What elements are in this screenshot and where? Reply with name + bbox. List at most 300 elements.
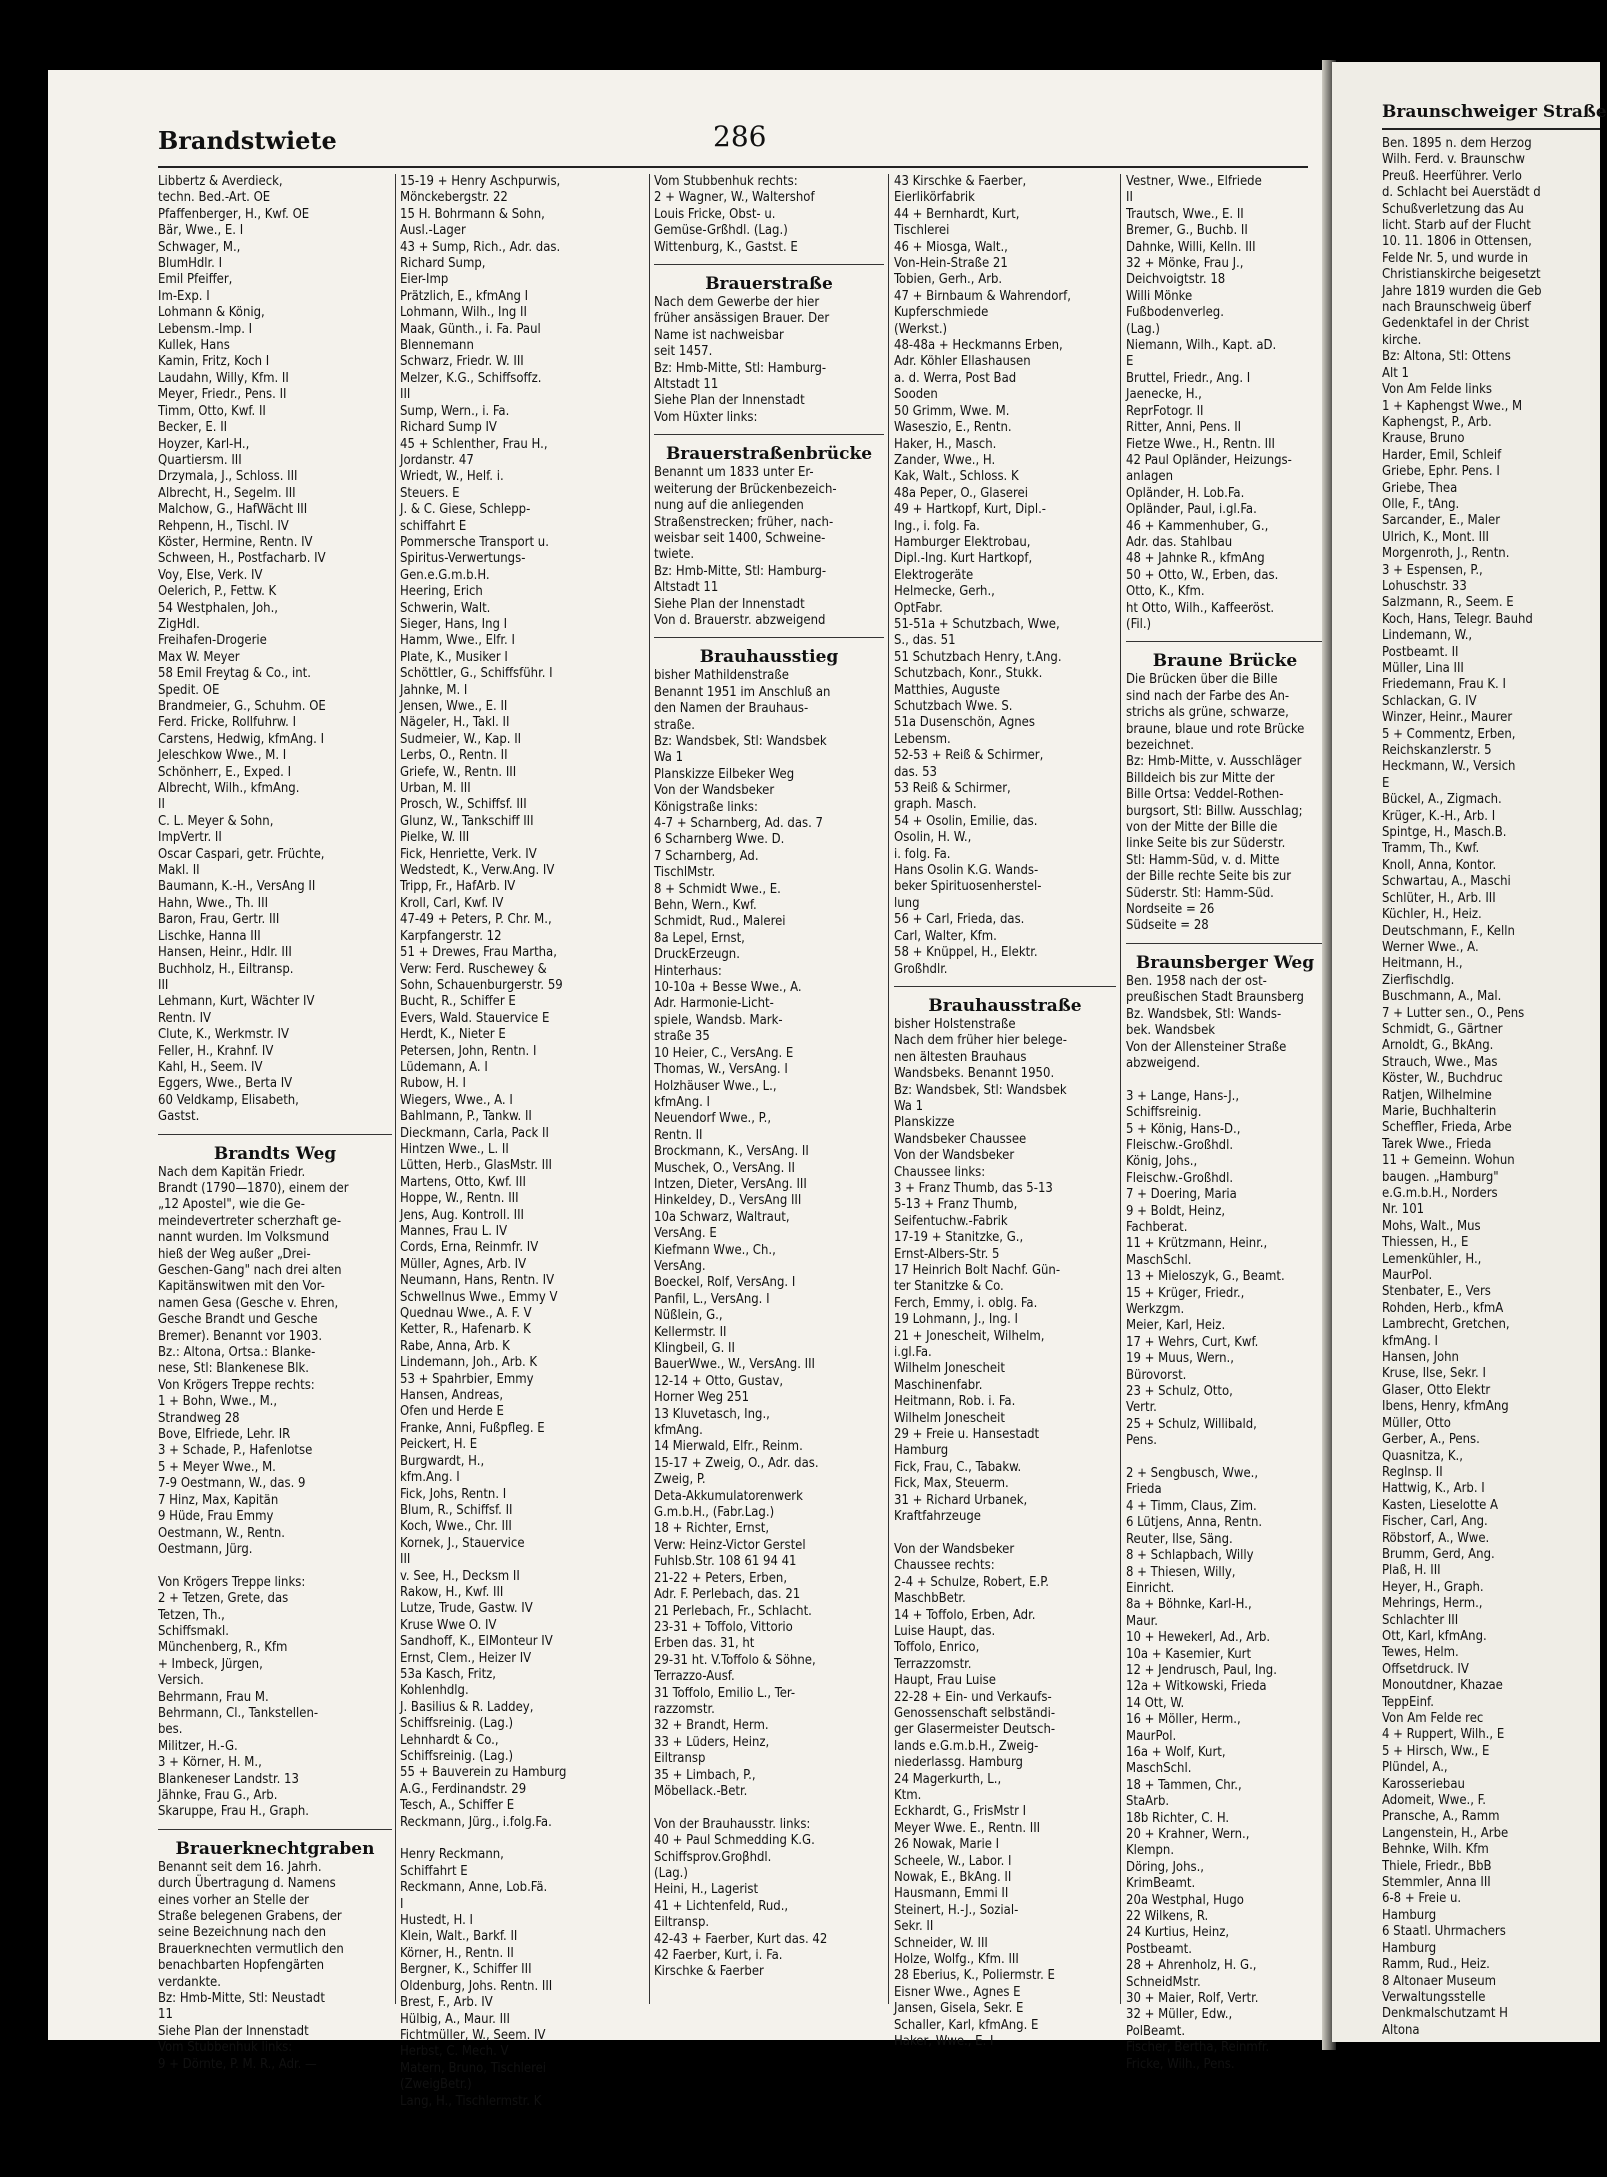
directory-entry: S., das. 51 <box>894 633 956 649</box>
directory-entry: Eierlikörfabrik <box>894 190 975 206</box>
directory-entry: Wedstedt, K., Verw.Ang. IV <box>400 863 555 879</box>
directory-entry: Herdt, K., Nieter E <box>400 1027 506 1043</box>
directory-entry: Spiritus-Verwertungs- <box>400 551 526 567</box>
directory-entry: Wittenburg, K., Gastst. E <box>654 239 798 255</box>
directory-entry: Schutzbach, Konr., Stukk. <box>894 666 1043 682</box>
directory-entry: Fuhlsb.Str. 108 61 94 41 <box>654 1554 797 1570</box>
directory-entry: Behrmann, Frau M. <box>158 1689 269 1705</box>
directory-entry: KrimBeamt. <box>1126 1876 1196 1892</box>
directory-entry: Stenbater, E., Vers <box>1382 1284 1491 1300</box>
directory-entry: Tewes, Helm. <box>1382 1645 1459 1661</box>
directory-entry: 15-19 + Henry Aschpurwis, <box>400 174 561 189</box>
directory-entry: 24 Kurtius, Heinz, <box>1126 1925 1230 1941</box>
directory-entry: 9 + Boldt, Heinz, <box>1126 1203 1226 1219</box>
directory-entry: Reuter, Ilse, Säng. <box>1126 1531 1233 1547</box>
directory-entry: Bove, Elfriede, Lehr. IR <box>158 1427 291 1443</box>
directory-entry: ReprFotogr. II <box>1126 403 1204 419</box>
directory-entry: Adr. F. Perlebach, das. 21 <box>654 1587 801 1603</box>
directory-entry: Eiltransp. <box>654 1915 710 1931</box>
directory-entry: Arnoldt, G., BkAng. <box>1382 1038 1494 1054</box>
directory-entry: Scheele, W., Labor. I <box>894 1853 1012 1869</box>
directory-entry: 8a + Böhnke, Karl-H., <box>1126 1597 1252 1613</box>
directory-entry: Hülbig, A., Maur. III <box>400 2011 510 2027</box>
directory-entry: Hinterhaus: <box>654 963 722 979</box>
directory-entry: Zweig, P. <box>654 1472 706 1488</box>
directory-entry: Albrecht, H., Segelm. III <box>158 485 296 501</box>
directory-entry: Reglnsp. II <box>1382 1464 1443 1480</box>
directory-entry: verdankte. <box>158 1974 221 1990</box>
directory-entry: Döring, Johs., <box>1126 1859 1205 1875</box>
directory-entry: Köster, W., Buchdruc <box>1382 1071 1503 1087</box>
next-page-rule <box>1382 128 1600 130</box>
directory-entry: Hamburger Elektrobau, <box>894 534 1031 550</box>
directory-entry: 32 + Müller, Edw., <box>1126 2007 1233 2023</box>
directory-entry: Müller, Agnes, Arb. IV <box>400 1256 527 1272</box>
directory-entry: nannt wurden. Im Volksmund <box>158 1230 330 1246</box>
directory-entry: braune, blaue und rote Brücke <box>1126 721 1305 737</box>
directory-entry: Horner Weg 251 <box>654 1390 750 1406</box>
directory-entry: 10a Schwarz, Waltraut, <box>654 1209 790 1225</box>
directory-entry: Benannt 1951 im Anschluß an <box>654 684 831 700</box>
directory-entry: 41 + Lichtenfeld, Rud., <box>654 1898 789 1914</box>
directory-entry: Willi Mönke <box>1126 288 1193 304</box>
column-divider <box>395 174 396 2004</box>
directory-entry: Hoyzer, Karl-H., <box>158 436 250 452</box>
directory-entry: i.gl.Fa. <box>894 1345 932 1361</box>
directory-entry: Pielke, W. III <box>400 830 470 846</box>
directory-entry: Südseite = 28 <box>1126 918 1209 934</box>
directory-entry: hieß der Weg außer „Drei- <box>158 1246 311 1262</box>
directory-entry: 10 + Hewekerl, Ad., Arb. <box>1126 1630 1271 1646</box>
directory-entry: Brauerknechten vermutlich den <box>158 1941 344 1957</box>
directory-entry: Von der Wandsbeker <box>894 1541 1015 1557</box>
directory-entry: Fischer, Carl, Ang. <box>1382 1514 1488 1530</box>
directory-entry: Freihafen-Drogerie <box>158 633 267 649</box>
directory-entry: Karosseriebau <box>1382 1776 1465 1792</box>
directory-entry: Von-Hein-Straße 21 <box>894 256 1008 272</box>
directory-entry: 9 + Dörnte, P. M. R., Adr. — <box>158 2056 317 2072</box>
directory-entry: Ibens, Henry, kfmAng <box>1382 1399 1509 1415</box>
directory-entry: Schlachter III <box>1382 1612 1459 1628</box>
directory-entry: Glunz, W., Tankschiff III <box>400 813 534 829</box>
directory-entry: Petersen, John, Rentn. I <box>400 1043 537 1059</box>
directory-entry: 3 + Schade, P., Hafenlotse <box>158 1443 313 1459</box>
directory-entry: Waseszio, E., Rentn. <box>894 420 1012 436</box>
directory-entry: Adomeit, Wwe., F. <box>1382 1793 1487 1809</box>
directory-entry: Jensen, Wwe., E. II <box>400 699 508 714</box>
directory-entry: 52-53 + Reiß & Schirmer, <box>894 748 1044 764</box>
directory-entry: 51-51a + Schutzbach, Wwe, <box>894 616 1060 632</box>
directory-entry: 5 + Commentz, Erben, <box>1382 726 1516 742</box>
directory-entry: Dieckmann, Carla, Pack II <box>400 1125 549 1141</box>
directory-entry: nach Braunschweig überf <box>1382 300 1532 316</box>
column-4 <box>894 174 1116 2050</box>
directory-entry: Kasten, Lieselotte A <box>1382 1497 1499 1513</box>
directory-entry: Postbeamt. <box>1126 1941 1192 1957</box>
directory-entry: Von d. Brauerstr. abzweigend <box>654 612 826 628</box>
section-heading: Brauerstraße <box>654 264 884 295</box>
directory-entry: Vestner, Wwe., Elfriede <box>1126 174 1262 189</box>
directory-entry: Ernst, Clem., Heizer IV <box>400 1650 532 1666</box>
directory-entry: Bär, Wwe., E. I <box>158 223 244 239</box>
directory-entry: C. L. Meyer & Sohn, <box>158 813 274 829</box>
directory-entry: Schußverletzung das Au <box>1382 201 1524 217</box>
directory-entry: linke Seite bis zur Süderstr. <box>1126 836 1286 852</box>
directory-entry: Holze, Wolfg., Kfm. III <box>894 1952 1019 1968</box>
directory-entry: Felde Nr. 5, und wurde in <box>1382 250 1528 266</box>
directory-entry: Küchler, H., Heiz. <box>1382 907 1482 923</box>
directory-entry: TeppEinf. <box>1382 1694 1434 1710</box>
directory-entry: Fick, Johs, Rentn. I <box>400 1486 507 1502</box>
directory-entry: Klingbeil, G. II <box>654 1341 735 1356</box>
directory-entry: Griebe, Thea <box>1382 480 1458 496</box>
directory-entry: E <box>1126 354 1134 370</box>
directory-entry: Cords, Erna, Reinmfr. IV <box>400 1240 539 1256</box>
directory-entry: Stl: Hamm-Süd, v. d. Mitte <box>1126 852 1280 868</box>
directory-entry: (Fil.) <box>1126 616 1152 632</box>
directory-entry: Heyer, H., Graph. <box>1382 1579 1484 1595</box>
directory-entry: Von der Wandsbeker <box>894 1148 1015 1164</box>
directory-entry: Ausl.-Lager <box>400 223 466 239</box>
next-page-street-heading: Braunschweiger Straße <box>1382 102 1607 122</box>
directory-entry: 7 + Doering, Maria <box>1126 1187 1237 1203</box>
directory-entry: Behnke, Wilh. Kfm <box>1382 1842 1489 1858</box>
directory-entry: Kahl, H., Seem. IV <box>158 1059 263 1075</box>
directory-entry: Klempn. <box>1126 1843 1175 1859</box>
directory-entry: straße. <box>654 717 695 733</box>
directory-entry: Knoll, Anna, Kontor. <box>1382 857 1497 873</box>
directory-entry: 3 + Lange, Hans-J., <box>1126 1088 1240 1104</box>
directory-entry: 10. 11. 1806 in Ottensen, <box>1382 234 1532 250</box>
directory-entry: Hustedt, H. I <box>400 1913 473 1929</box>
directory-entry: 12-14 + Otto, Gustav, <box>654 1373 784 1389</box>
directory-entry: Lischke, Hanna III <box>158 928 261 944</box>
directory-entry: Verwaltungsstelle <box>1382 1989 1486 2005</box>
directory-entry: Reichskanzlerstr. 5 <box>1382 743 1492 759</box>
directory-entry: Terrazzo-Ausf. <box>654 1669 735 1685</box>
directory-entry: Ernst-Albers-Str. 5 <box>894 1246 1000 1262</box>
directory-entry: Lütten, Herb., GlasMstr. III <box>400 1158 552 1174</box>
directory-entry: Sarcander, E., Maler <box>1382 513 1501 529</box>
directory-entry: Altstadt 11 <box>654 580 719 596</box>
directory-entry: Münchenberg, R., Kfm <box>158 1640 288 1656</box>
directory-entry: Straße belegenen Grabens, der <box>158 1909 342 1925</box>
directory-entry: 32 + Brandt, Herm. <box>654 1718 769 1734</box>
directory-entry: (ZweigBetr.) <box>400 2077 472 2093</box>
directory-entry <box>158 1558 392 1574</box>
directory-entry: Thiessen, H., E <box>1382 1235 1469 1251</box>
directory-entry: Schiffsprov.Groβhdl. <box>654 1849 772 1865</box>
directory-entry: Bergner, K., Schiffer III <box>400 1962 532 1978</box>
directory-entry: Rehpenn, H., Tischl. IV <box>158 518 289 534</box>
section-heading: Brauhausstieg <box>654 637 884 668</box>
directory-entry: 5 + Hirsch, Ww., E <box>1382 1743 1490 1759</box>
directory-entry: licht. Starb auf der Flucht <box>1382 218 1531 234</box>
directory-entry: Schwerin, Walt. <box>400 600 491 616</box>
directory-entry: Fick, Max, Steuerm. <box>894 1476 1009 1492</box>
directory-entry: Dipl.-Ing. Kurt Hartkopf, <box>894 551 1033 567</box>
directory-entry: kfmAng. <box>654 1423 703 1439</box>
directory-entry: Ratjen, Wilhelmine <box>1382 1087 1492 1103</box>
directory-entry: Lambrecht, Gretchen, <box>1382 1317 1510 1333</box>
directory-entry: Hansen, John <box>1382 1350 1459 1366</box>
directory-entry: Glaser, Otto Elektr <box>1382 1382 1491 1398</box>
directory-entry: Schiffsreinig. (Lag.) <box>400 1749 514 1764</box>
directory-entry: Preuß. Heerführer. Verlo <box>1382 168 1522 184</box>
directory-entry: MaschSchl. <box>1126 1761 1192 1777</box>
directory-entry: Heitmann, H., <box>1382 956 1463 972</box>
directory-entry: Versich. <box>158 1673 204 1689</box>
directory-entry: Ben. 1895 n. dem Herzog <box>1382 136 1532 151</box>
directory-entry: seine Bezeichnung nach den <box>158 1925 327 1941</box>
directory-entry: Deichvoigtstr. 18 <box>1126 272 1226 288</box>
directory-entry: Rohden, Herb., kfmA <box>1382 1300 1504 1316</box>
directory-entry: Olle, F., tAng. <box>1382 496 1460 512</box>
directory-entry: Pens. <box>1126 1433 1158 1449</box>
directory-entry: Albrecht, Wilh., kfmAng. <box>158 781 300 797</box>
directory-entry: kirche. <box>1382 332 1422 348</box>
directory-entry: Gedenktafel in der Christ <box>1382 316 1529 332</box>
directory-entry: anlagen <box>1126 469 1174 485</box>
directory-entry: Oldenburg, Johs. Rentn. III <box>400 1978 553 1994</box>
directory-entry: Hamm, Wwe., Elfr. I <box>400 633 515 649</box>
directory-entry: e.G.m.b.H., Norders <box>1382 1186 1498 1201</box>
directory-entry: ImpVertr. II <box>158 830 222 846</box>
directory-entry: Vom Stubbenhuk links: <box>158 2040 293 2056</box>
directory-entry: 13 + Mieloszyk, G., Beamt. <box>1126 1269 1285 1285</box>
directory-entry: Fachberat. <box>1126 1219 1188 1235</box>
directory-entry: 2 + Sengbusch, Wwe., <box>1126 1466 1259 1482</box>
directory-entry: Lutze, Trude, Gastw. IV <box>400 1601 533 1617</box>
directory-entry: 22 Wilkens, R. <box>1126 1909 1209 1925</box>
directory-entry: 11 + Gemeinn. Wohun <box>1382 1153 1515 1169</box>
directory-entry: Postbeamt. II <box>1382 644 1459 660</box>
directory-entry: Von Am Felde rec <box>1382 1711 1484 1726</box>
directory-entry: Hans Osolin K.G. Wands- <box>894 863 1039 879</box>
directory-entry: Haker, H., Masch. <box>894 436 997 452</box>
directory-entry: Hattwig, K., Arb. I <box>1382 1481 1485 1497</box>
directory-entry: Brockmann, K., VersAng. II <box>654 1144 809 1160</box>
directory-entry: Richard Sump, <box>400 256 486 272</box>
section-heading: Brauerknechtgraben <box>158 1829 392 1860</box>
directory-entry: Straßenstrecken; früher, nach- <box>654 514 834 530</box>
directory-entry: lands e.G.m.b.H., Zweig- <box>894 1738 1039 1754</box>
directory-entry: Fricke, Wilh., Pens. <box>1126 2056 1235 2072</box>
directory-entry: Tripp, Fr., HafArb. IV <box>400 879 516 895</box>
directory-entry: Dahnke, Willi, Kelln. III <box>1126 239 1256 255</box>
directory-entry: 6 Lütjens, Anna, Rentn. <box>1126 1515 1263 1531</box>
directory-entry: Süderstr. Stl: Hamm-Süd. <box>1126 885 1274 901</box>
directory-entry: techn. Bed.-Art. OE <box>158 190 271 206</box>
directory-entry: Blankeneser Landstr. 13 <box>158 1771 299 1787</box>
directory-entry <box>400 1831 646 1847</box>
directory-entry: Name ist nachweisbar <box>654 327 784 343</box>
directory-entry: Terrazzomstr. <box>894 1656 972 1672</box>
directory-entry: 8 + Thiesen, Willy, <box>1126 1564 1236 1580</box>
directory-entry: 6-8 + Freie u. <box>1382 1891 1462 1907</box>
directory-entry: Rakow, H., Kwf. III <box>400 1584 504 1600</box>
directory-entry: 53a Kasch, Fritz, <box>400 1666 497 1682</box>
directory-entry: Bz.: Altona, Ortsa.: Blanke- <box>158 1345 316 1361</box>
directory-entry: Schiffsreinig. (Lag.) <box>400 1716 514 1732</box>
directory-entry: 12 + Jendrusch, Paul, Ing. <box>1126 1662 1277 1678</box>
directory-entry: Im-Exp. I <box>158 288 210 304</box>
directory-entry: Jahnke, M. I <box>400 682 468 698</box>
directory-entry: 43 Kirschke & Faerber, <box>894 174 1027 189</box>
directory-entry: Mehrings, Herm., <box>1382 1596 1483 1612</box>
directory-entry: MaschbBetr. <box>894 1591 966 1607</box>
directory-entry: Karpfangerstr. 12 <box>400 928 502 944</box>
directory-entry: Strauch, Wwe., Mas <box>1382 1054 1498 1070</box>
directory-entry: 2 + Wagner, W., Waltershof <box>654 190 815 206</box>
directory-entry: Jeleschkow Wwe., M. I <box>158 748 287 764</box>
directory-entry: Sohn, Schauenburgerstr. 59 <box>400 977 563 993</box>
directory-entry: Pfaffenberger, H., Kwf. OE <box>158 206 310 222</box>
directory-entry: bezeichnet. <box>1126 738 1194 753</box>
directory-entry: v. See, H., Decksm II <box>400 1568 520 1584</box>
directory-entry: BlumHdlr. I <box>158 256 223 272</box>
directory-entry: weiterung der Brückenbezeich- <box>654 481 837 497</box>
directory-entry: Lebensm. <box>894 731 951 747</box>
directory-entry: Großhdlr. <box>894 961 948 977</box>
directory-entry: Winzer, Heinr., Maurer <box>1382 710 1513 726</box>
directory-entry: Benannt um 1833 unter Er- <box>654 465 814 481</box>
directory-entry: Ing., i. folg. Fa. <box>894 518 980 534</box>
directory-entry: Salzmann, R., Seem. E <box>1382 595 1514 611</box>
directory-entry: Militzer, H.-G. <box>158 1738 238 1754</box>
directory-entry: I <box>400 1896 404 1912</box>
directory-entry: Von der Brauhausstr. links: <box>654 1816 811 1832</box>
directory-entry: Voy, Else, Verk. IV <box>158 567 263 583</box>
directory-entry: Bz: Wandsbek, Stl: Wandsbek <box>654 733 827 749</box>
directory-entry: Mannes, Frau L. IV <box>400 1224 508 1239</box>
directory-entry: 18b Richter, C. H. <box>1126 1810 1230 1826</box>
directory-entry: SchneidMstr. <box>1126 1974 1201 1990</box>
directory-entry: Rubow, H. I <box>400 1076 466 1092</box>
directory-entry: Kruse Wwe O. IV <box>400 1617 497 1633</box>
directory-entry: lung <box>894 895 920 911</box>
directory-entry: Harder, Emil, Schleif <box>1382 447 1502 463</box>
directory-entry: Martens, Otto, Kwf. III <box>400 1174 526 1190</box>
directory-entry: Genossenschaft selbständi- <box>894 1705 1056 1721</box>
directory-entry: Müller, Otto <box>1382 1415 1451 1431</box>
directory-entry: 54 Westphalen, Joh., <box>158 600 279 616</box>
directory-entry: Toffolo, Enrico, <box>894 1640 980 1656</box>
directory-entry: Sudmeier, W., Kap. II <box>400 731 522 747</box>
directory-entry: Adr. Harmonie-Licht- <box>654 996 774 1012</box>
directory-entry: 18 + Richter, Ernst, <box>654 1521 770 1537</box>
directory-entry: Pommersche Transport u. <box>400 534 549 550</box>
directory-entry: Ktm. <box>894 1788 922 1803</box>
directory-entry: Kornek, J., Stauervice <box>400 1535 525 1551</box>
directory-entry: Matern, Bruno, Tischlerei <box>400 2060 547 2076</box>
directory-entry: 54 + Osolin, Emilie, das. <box>894 813 1038 829</box>
directory-entry: MaschSchl. <box>1126 1252 1192 1268</box>
directory-entry: kfmAng. I <box>654 1094 710 1110</box>
directory-entry: Steuers. E <box>400 485 460 501</box>
directory-entry: 55 + Bauverein zu Hamburg <box>400 1765 567 1781</box>
directory-entry: Bz. Wandsbek, Stl: Wands- <box>1126 1006 1282 1022</box>
directory-entry: 28 + Ahrenholz, H. G., <box>1126 1958 1257 1974</box>
directory-page <box>48 70 1328 2109</box>
directory-entry: Plündel, A., <box>1382 1760 1448 1776</box>
directory-entry: Sekr. II <box>894 1919 934 1935</box>
section-heading: Brauhausstraße <box>894 986 1116 1017</box>
directory-entry: Clute, K., Werkmstr. IV <box>158 1027 289 1043</box>
directory-entry: Luise Haupt, das. <box>894 1623 996 1639</box>
directory-entry: 31 Toffolo, Emilio L., Ter- <box>654 1685 796 1701</box>
directory-entry: Von Krögers Treppe links: <box>158 1574 306 1590</box>
directory-entry: Reckmann, Anne, Lob.Fä. <box>400 1880 548 1896</box>
directory-entry: Geschen-Gang" nach drei alten <box>158 1263 342 1278</box>
directory-entry: Prätzlich, E., kfmAng I <box>400 288 529 304</box>
directory-entry: Schönherr, E., Exped. I <box>158 764 292 780</box>
directory-entry: Bille Ortsa: Veddel-Rothen- <box>1126 787 1284 803</box>
directory-entry: Griebe, Ephr. Pens. I <box>1382 464 1500 480</box>
directory-entry: Carstens, Hedwig, kfmAng. I <box>158 731 325 747</box>
directory-entry: Eiltransp <box>654 1751 706 1767</box>
directory-entry: Deutschmann, F., Kelln <box>1382 923 1515 939</box>
directory-entry: Hahn, Wwe., Th. III <box>158 895 269 911</box>
directory-entry: II <box>1126 190 1133 206</box>
directory-entry: Heering, Erich <box>400 584 483 600</box>
directory-entry: Wilhelm Jonescheit <box>894 1410 1005 1426</box>
directory-entry: Lohmann, Wilh., Ing II <box>400 305 527 321</box>
directory-entry: Jaenecke, H., <box>1126 387 1202 403</box>
directory-entry: König, Johs., <box>1126 1154 1198 1170</box>
directory-entry: Schwager, M., <box>158 239 241 255</box>
directory-entry: Schwarz, Friedr. W. III <box>400 354 524 370</box>
directory-entry: abzweigend. <box>1126 1055 1200 1071</box>
directory-entry: 42 Faerber, Kurt, i. Fa. <box>654 1948 783 1964</box>
directory-entry: 24 Magerkurth, L., <box>894 1771 1002 1787</box>
directory-entry: Elektrogeräte <box>894 567 974 583</box>
directory-entry: Ott, Karl, kfmAng. <box>1382 1628 1487 1644</box>
directory-entry: 13 Kluvetasch, Ing., <box>654 1406 770 1422</box>
directory-entry: Blum, R., Schiffsf. II <box>400 1502 513 1518</box>
directory-entry: den Namen der Brauhaus- <box>654 701 809 717</box>
directory-entry: burgsort, Stl: Billw. Ausschlag; <box>1126 803 1303 819</box>
directory-entry: 7 Scharnberg, Ad. <box>654 848 759 864</box>
directory-entry: Bucht, R., Schiffer E <box>400 994 516 1010</box>
directory-entry: 15 H. Bohrmann & Sohn, <box>400 206 545 222</box>
directory-entry: benachbarten Hopfengärten <box>158 1958 325 1974</box>
directory-entry: 25 + Schulz, Willibald, <box>1126 1416 1257 1432</box>
directory-entry: Jähnke, Frau G., Arb. <box>158 1788 278 1803</box>
directory-entry: 1 + Kaphengst Wwe., M <box>1382 398 1523 414</box>
directory-entry: 14 + Toffolo, Erben, Adr. <box>894 1607 1036 1623</box>
directory-entry: 14 Ott, W. <box>1126 1695 1185 1711</box>
directory-entry: Chaussee rechts: <box>894 1558 995 1574</box>
directory-entry: Hamburg <box>1382 1940 1437 1956</box>
directory-entry: Nägeler, H., Takl. II <box>400 715 510 731</box>
directory-entry: Ben. 1958 nach der ost- <box>1126 973 1267 989</box>
directory-entry: Mohs, Walt., Mus <box>1382 1218 1481 1234</box>
directory-entry: 2-4 + Schulze, Robert, E.P. <box>894 1574 1050 1590</box>
directory-entry: Sandhoff, K., ElMonteur IV <box>400 1634 553 1650</box>
directory-entry: BauerWwe., W., VersAng. III <box>654 1357 815 1373</box>
directory-entry: Die Brücken über die Bille <box>1126 672 1278 688</box>
directory-entry: sind nach der Farbe des An- <box>1126 688 1290 704</box>
directory-entry: 15-17 + Zweig, O., Adr. das. <box>654 1455 819 1471</box>
directory-entry: 3 + Körner, H. M., <box>158 1755 262 1771</box>
directory-entry: Hausmann, Emmi II <box>894 1886 1009 1902</box>
directory-entry: ZigHdl. <box>158 616 200 632</box>
directory-entry: Planskizze Eilbeker Weg <box>654 766 795 782</box>
directory-entry <box>1126 1450 1324 1466</box>
directory-entry: Schiffsmakl. <box>158 1623 229 1639</box>
directory-entry: Bremer, G., Buchb. II <box>1126 223 1248 239</box>
